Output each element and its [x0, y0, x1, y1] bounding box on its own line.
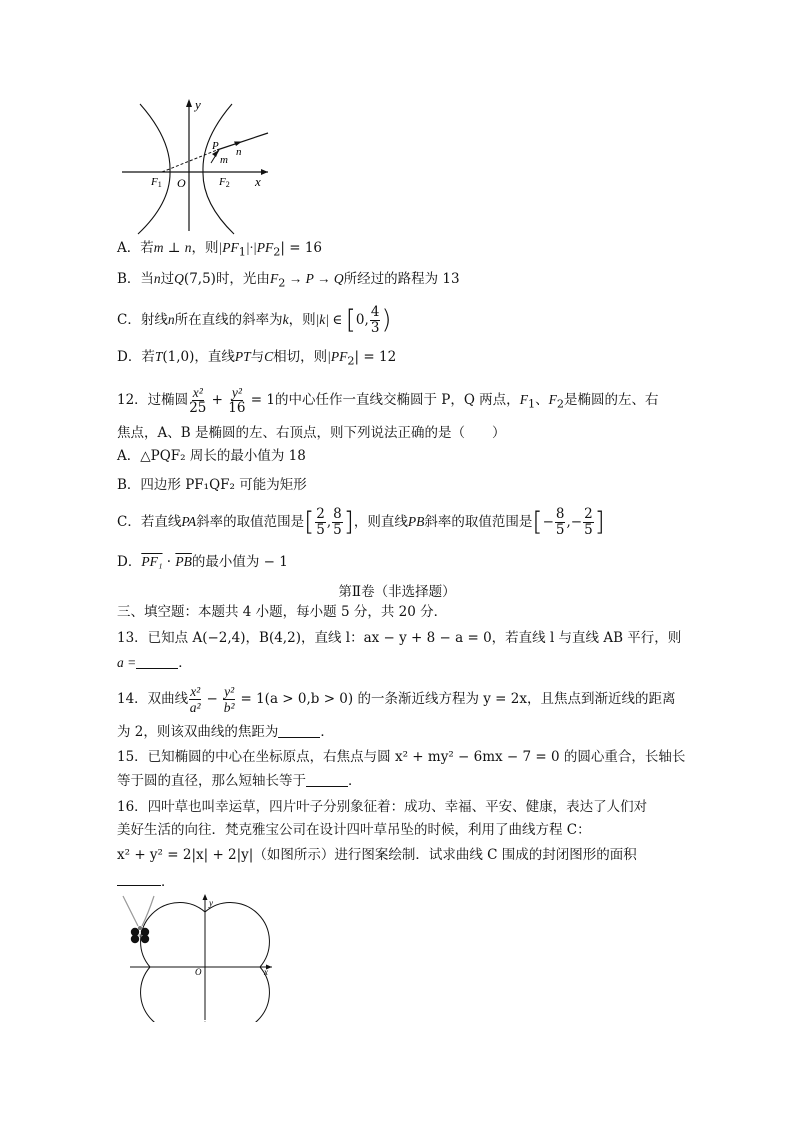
q11-option-c: C．射线n所在直线的斜率为k，则|k| ∈ [0, $\frac{4}{3}$ ) — [117, 304, 392, 336]
fig1-p-label: P — [212, 140, 219, 152]
q12-option-c: C．若直线PA斜率的取值范围是[ $\frac{2}{5}$ , $\frac{8}{5}$ ]，则直线PB斜率的取值范围是[− $\frac{8}{5}$ ,− $\frac{2}{5}$ ] — [117, 506, 605, 538]
section-heading: 第Ⅱ卷（非选择题） — [338, 584, 456, 600]
q11-option-d: D．若T(1,0)，直线PT与C相切，则$|PF_2| = 12$ — [117, 349, 397, 368]
q15-answer-blank[interactable] — [306, 772, 348, 787]
q12-x-fraction: $\frac{\text{x²}}{25}$ — [189, 385, 207, 416]
fig2-y-label: y — [209, 898, 213, 908]
q12-option-a: A．△PQF₂ 周长的最小值为 18 — [117, 448, 306, 464]
q16-answer-blank[interactable] — [117, 871, 161, 886]
fig2-x-label: x — [264, 967, 268, 977]
q16-line1: 16．四叶草也叫幸运草，四片叶子分别象征着：成功、幸福、平安、健康，表达了人们对 — [117, 799, 648, 815]
q15-line1: 15．已知椭圆的中心在坐标原点，右焦点与圆 x² + my² − 6mx − 7 = 0 的圆心重合，长轴长 — [117, 749, 686, 765]
fig1-x-label: x — [255, 174, 261, 189]
q16-line2: 美好生活的向往．梵克雅宝公司在设计四叶草吊坠的时候，利用了曲线方程 C： — [117, 822, 591, 838]
clover-figure — [118, 892, 278, 1022]
q12-stem-line2: 焦点，A、B 是椭圆的左、右顶点，则下列说法正确的是（ ） — [117, 425, 506, 441]
fig1-m-label: m — [220, 154, 228, 166]
q11-c-fraction: $\frac{4}{3}$ — [370, 304, 380, 336]
q11-option-a: A．若m ⊥ n，则$|PF_1|\cdot|PF_2| = 16$ — [117, 240, 323, 259]
fig1-f1-label: F1 — [151, 176, 162, 189]
q13-answer-blank[interactable] — [136, 654, 178, 669]
hyperbola-figure — [118, 95, 278, 235]
q13-line2: a = ． — [117, 655, 192, 671]
fig1-n-label: n — [236, 146, 242, 158]
part3-heading: 三、填空题：本题共 4 小题，每小题 5 分，共 20 分． — [117, 604, 448, 620]
q12-y-fraction: $\frac{\text{y²}}{16}$ — [228, 385, 246, 416]
q12-option-d: D．$PF_1 \cdot \overline{PB}$的最小值为 − 1 — [117, 554, 288, 570]
q15-line2: 等于圆的直径，那么短轴长等于 ． — [117, 773, 362, 789]
fig1-y-label: y — [195, 97, 201, 112]
q12-option-b: B．四边形 PF₁QF₂ 可能为矩形 — [117, 477, 307, 493]
q12-stem-line1: 12．过椭圆 $\frac{\text{x²}}{25}$ + $\frac{\text{y²}}{16}$ = 1的中心任作一直线交椭圆于 P，Q 两点，$F_1$、$F_2$是椭圆的左、右 — [117, 385, 659, 416]
fig1-f2-label: F2 — [219, 176, 230, 189]
q16-line3: x² + y² = 2|x| + 2|y|（如图所示）进行图案绘制．试求曲线 C 围成的封闭图形的面积 — [117, 847, 637, 863]
q14-line2: 为 2，则该双曲线的焦距为 ． — [117, 724, 334, 740]
q11-option-b: B．当n过Q(7,5)时，光由$F_2 \to P \to Q$所经过的路程为 13 — [117, 271, 460, 290]
fig2-origin-label: O — [195, 967, 202, 977]
q14-answer-blank[interactable] — [278, 723, 320, 738]
q13-line1: 13．已知点 A(−2,4)，B(4,2)，直线 l：ax − y + 8 − a = 0，若直线 l 与直线 AB 平行，则 — [117, 630, 682, 646]
q14-line1: 14．双曲线 $\frac{\text{x²}}{\text{a²}}$ − $\frac{\text{y²}}{\text{b²}}$ = 1(a > 0,b > 0) 的一条渐近线方程为 y = 2x，且焦点到渐近线的距离 — [117, 684, 676, 715]
fig1-origin-label: O — [177, 176, 186, 190]
pendant-image — [123, 896, 154, 943]
q16-line4: ． — [117, 871, 175, 891]
